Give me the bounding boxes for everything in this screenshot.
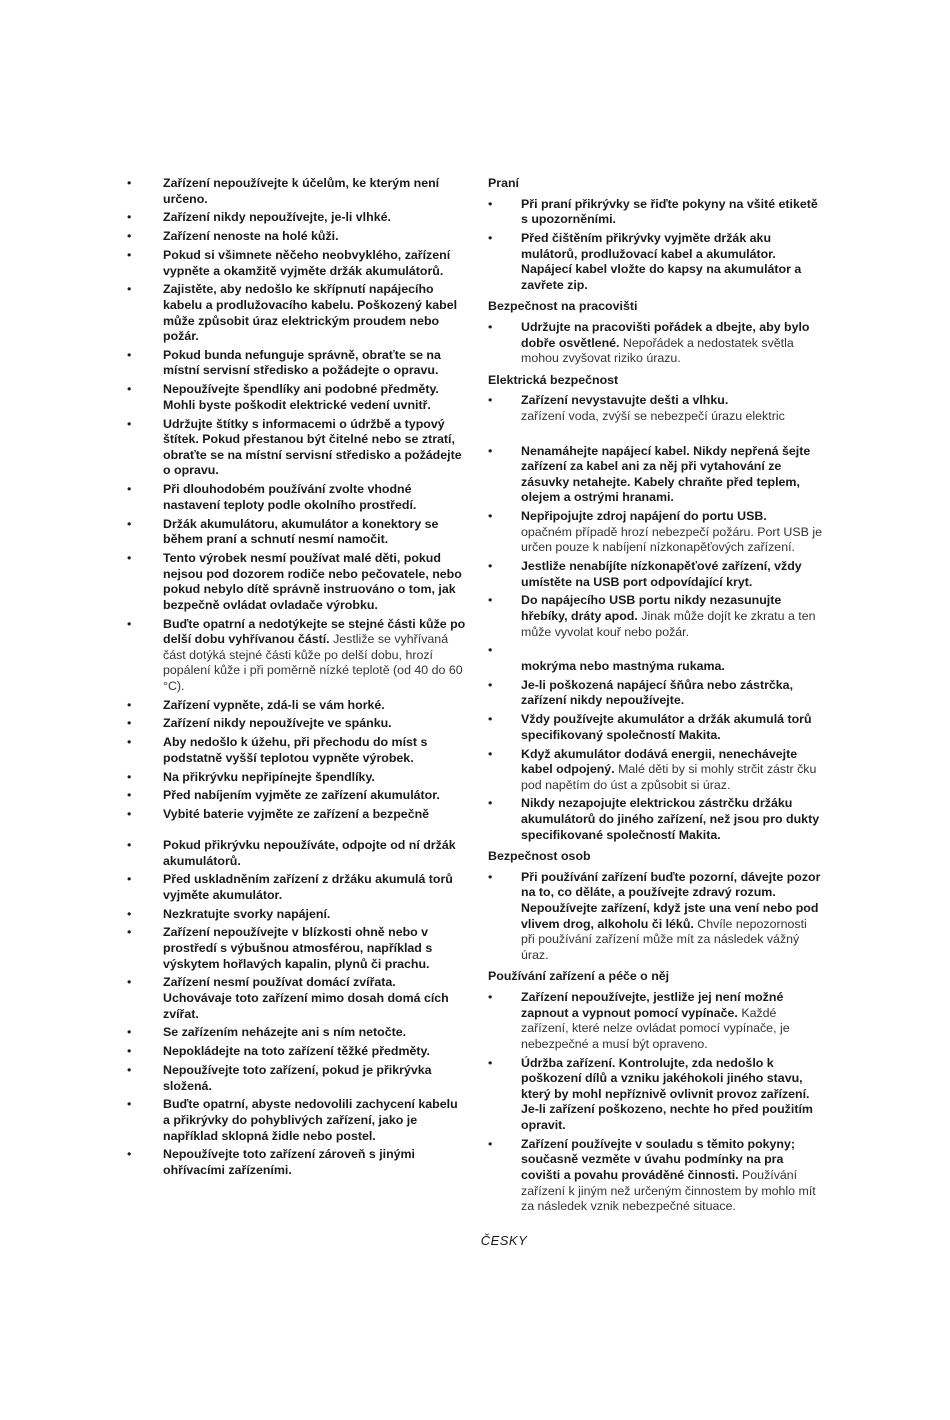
list-item <box>488 1056 823 1134</box>
section-list <box>488 870 823 964</box>
item-bold-text: Nenamáhejte napájecí kabel. Nikdy nepřená šejte zařízení za kabel ani za něj při vytahování ze zásuvky netahejte. Kabely chraňte před teplem, olejem a ostrými hranami. <box>521 443 811 505</box>
item-bold-text: Zařízení nikdy nepoužívejte, je-li vlhké. <box>163 210 391 225</box>
list-item <box>127 1044 467 1060</box>
list-item <box>127 770 467 786</box>
section-title: Používání zařízení a péče o něj <box>488 969 670 984</box>
item-text: Malé děti by si mohly strčit zástr čku pod napětím do úst a způsobit si úraz. <box>521 762 817 792</box>
item-bold-text: Před nabíjením vyjměte ze zařízení akumulátor. <box>163 788 440 803</box>
item-text: Používání zařízení k jiným než určeným činnostem by mohlo mít za následek vznik nebezpečné situace. <box>521 1167 816 1214</box>
list-item <box>127 248 467 279</box>
item-bold-text: Se zařízením neházejte ani s ním netočte. <box>163 1025 407 1040</box>
section-title: Bezpečnost osob <box>488 849 591 864</box>
section-title: Praní <box>488 176 519 190</box>
item-bold-text: Pokud bunda nefunguje správně, obraťte se na místní servisní středisko a požádejte o opravu. <box>163 347 441 378</box>
list-item <box>127 1025 467 1041</box>
item-bold-text: Při používání zařízení buďte pozorní, dávejte pozor na to, co děláte, a používejte zdravý rozum. Nepoužívejte zařízení, když jste una vení nebo pod vlivem drog, alkoholu či léků. <box>521 869 821 931</box>
section-list <box>488 393 823 843</box>
item-bold-text: Nepokládejte na toto zařízení těžké předměty. <box>163 1044 430 1059</box>
list-item <box>127 517 467 548</box>
item-bold-text: Údržba zařízení. Kontrolujte, zda nedošlo k poškození dílů a vzniku jakéhokoli jiného stavu, který by mohl nepříznivě ovlivnit provoz zařízení. Je-li zařízení poškozeno, nechte ho před použitím opravit. <box>521 1055 813 1132</box>
item-text: opačném případě hrozí nebezpečí požáru. Port USB je určen pouze k nabíjení nízkonapěťových zařízení. <box>521 524 822 555</box>
list-item <box>127 382 467 413</box>
list-item <box>127 907 467 923</box>
list-item <box>127 417 467 479</box>
item-bold-text: Nezkratujte svorky napájení. <box>163 906 331 921</box>
item-bold-text: Zajistěte, aby nedošlo ke skřípnutí napájecího kabelu a prodlužovacího kabelu. Poškozený kabel může způsobit úraz elektrickým proudem nebo požár. <box>163 282 458 344</box>
left-bullet-list-continued <box>127 838 467 1179</box>
section-personal-safety <box>488 849 823 963</box>
list-item <box>127 716 467 732</box>
item-bold-text: Při praní přikrývky se řiďte pokyny na všité etiketě s upozorněními. <box>521 196 818 227</box>
list-item <box>488 559 823 590</box>
list-item <box>488 643 823 674</box>
list-item <box>127 838 467 869</box>
item-bold-text: Nikdy nezapojujte elektrickou zástrčku držáku akumulátorů do jiného zařízení, než jsou pro dukty specifikované společností Makita. <box>521 796 820 842</box>
item-bold-text: Vždy používejte akumulátor a držák akumulá torů specifikovaný společností Makita. <box>521 712 812 742</box>
item-bold-text: Udržujte štítky s informacemi o údržbě a typový štítek. Pokud přestanou být čitelné nebo se ztratí, obraťte se na místní servisní středisko a požádejte o opravu. <box>163 416 462 478</box>
item-bold-text: Udržujte na pracovišti pořádek a dbejte, aby bylo dobře osvětlené. <box>521 319 810 350</box>
list-item <box>127 1063 467 1094</box>
page-footer-language: ČESKY <box>480 1233 528 1248</box>
list-item <box>127 735 467 766</box>
section-electrical-safety <box>488 373 823 844</box>
list-item <box>488 1137 823 1215</box>
list-item <box>127 282 467 344</box>
list-item <box>488 444 823 506</box>
list-item <box>127 348 467 379</box>
item-bold-text: Zařízení nevystavujte dešti a vlhku. <box>521 393 729 408</box>
item-bold-text: Je-li poškozená napájecí šňůra nebo zástrčka, zařízení nikdy nepoužívejte. <box>521 677 794 708</box>
item-bold-text: Jestliže nenabíjíte nízkonapěťové zařízení, vždy umístěte na USB port odpovídající kryt. <box>521 559 802 589</box>
item-text: Každé zařízení, které nelze ovládat pomocí vypínače, je nebezpečné a musí být opraveno. <box>521 1005 790 1051</box>
item-bold-text: Nepřipojujte zdroj napájení do portu USB. <box>521 509 767 524</box>
item-bold-text: Buďte opatrní a nedotýkejte se stejné části kůže po delší dobu vyhřívanou částí. <box>163 616 466 647</box>
item-bold-text: Aby nedošlo k úžehu, při přechodu do míst s podstatně vyšší teplotou vypněte výrobek. <box>163 735 428 765</box>
left-bullet-list <box>127 176 467 823</box>
list-item <box>488 320 823 367</box>
list-item <box>127 807 467 823</box>
item-bold-text: Pokud přikrývku nepoužíváte, odpojte od ní držák akumulátorů. <box>163 837 456 868</box>
item-bold-text: Zařízení vypněte, zdá-li se vám horké. <box>163 697 385 712</box>
section-title: Bezpečnost na pracovišti <box>488 299 638 314</box>
list-item <box>488 747 823 794</box>
item-bold-text: Na přikrývku nepřipínejte špendlíky. <box>163 769 375 784</box>
item-text: Jinak může dojít ke zkratu a ten může vyvolat kouř nebo požár. <box>521 609 816 639</box>
item-bold-text: Zařízení nenoste na holé kůži. <box>163 229 339 244</box>
list-item <box>127 1147 467 1178</box>
item-bold-text: Tento výrobek nesmí používat malé děti, pokud nejsou pod dozorem rodiče nebo pečovatele, nebo pokud nebylo dítě správně instruováno o tom, jak bezpečně ovládat ovladače výrobku. <box>163 550 462 612</box>
section-list <box>488 197 823 294</box>
list-item <box>488 712 823 743</box>
item-bold-text: Držák akumulátoru, akumulátor a konektory se během praní a schnutí nesmí namočit. <box>163 516 439 547</box>
list-item <box>488 197 823 228</box>
list-item <box>127 210 467 226</box>
item-bold-text: Buďte opatrní, abyste nedovolili zachycení kabelu a přikrývky do pohyblivých zařízení, jako je například sklopná židle nebo postel. <box>163 1097 458 1143</box>
item-bold-text: Nepoužívejte špendlíky ani podobné předměty. Mohli byste poškodit elektrické vedení uvnitř. <box>163 382 439 412</box>
item-bold-text: Když akumulátor dodává energii, nenechávejte kabel odpojený. <box>521 746 798 777</box>
list-item <box>488 593 823 640</box>
list-item <box>127 482 467 513</box>
item-bold-text: Před uskladněním zařízení z držáku akumulá torů vyjměte akumulátor. <box>163 872 453 902</box>
list-item <box>127 925 467 972</box>
list-item <box>488 678 823 709</box>
list-item <box>127 1097 467 1144</box>
item-bold-text: Do napájecího USB portu nikdy nezasunujte hřebíky, dráty apod. <box>521 593 782 623</box>
item-text: Chvíle nepozornosti při používání zařízení může mít za následek vážný úraz. <box>521 916 807 962</box>
section-list <box>488 990 823 1215</box>
list-item <box>127 698 467 714</box>
item-bold-text: Zařízení nepoužívejte, jestliže jej není možné zapnout a vypnout pomocí vypínače. <box>521 990 784 1020</box>
item-bold-text: Vybité baterie vyjměte ze zařízení a bezpečně <box>163 807 430 822</box>
left-column <box>127 176 467 1182</box>
item-bold-text: Zařízení nesmí používat domácí zvířata. Uchovávaje toto zařízení mimo dosah domá cích zvířat. <box>163 975 449 1021</box>
list-item <box>127 176 467 207</box>
item-bold-text: mokrýma nebo mastnýma rukama. <box>521 658 725 673</box>
list-item <box>488 231 823 293</box>
list-item <box>488 393 823 424</box>
list-item <box>488 796 823 843</box>
list-item <box>488 509 823 556</box>
list-item <box>127 872 467 903</box>
right-column <box>488 176 823 1221</box>
list-item <box>127 551 467 613</box>
item-bold-text: Zařízení nepoužívejte k účelům, ke kterým není určeno. <box>163 176 440 206</box>
spacer <box>127 826 467 838</box>
list-item <box>127 788 467 804</box>
item-bold-text: Při dlouhodobém používání zvolte vhodné nastavení teploty podle okolního prostředí. <box>163 482 417 512</box>
section-list <box>488 320 823 367</box>
item-text: zařízení voda, zvýší se nebezpečí úrazu elektric <box>521 408 785 423</box>
section-workplace-safety <box>488 299 823 366</box>
list-item <box>127 975 467 1022</box>
list-item <box>488 870 823 964</box>
section-washing <box>488 176 823 293</box>
item-bold-text: Před čištěním přikrývky vyjměte držák aku mulátorů, prodlužovací kabel a akumulátor. Napájecí kabel vložte do kapsy na akumulátor a zavřete zip. <box>521 230 802 292</box>
section-device-use-care <box>488 969 823 1214</box>
item-text: Jestliže se vyhřívaná část dotýká stejné části kůže po delší dobu, hrozí popálení kůže i při poměrně nízké teplotě (od 40 do 60 °C). <box>163 632 463 693</box>
item-bold-text: Nepoužívejte toto zařízení, pokud je přikrývka složená. <box>163 1062 432 1093</box>
item-text: Nepořádek a nedostatek světla mohou zvyšovat riziko úrazu. <box>521 335 794 366</box>
item-bold-text: Zařízení nikdy nepoužívejte ve spánku. <box>163 716 392 731</box>
section-title: Elektrická bezpečnost <box>488 372 619 387</box>
item-bold-text: Zařízení nepoužívejte v blízkosti ohně nebo v prostředí s výbušnou atmosférou, například s výskytem hořlavých kapalin, plynů či prachu. <box>163 925 433 971</box>
item-bold-text: Zařízení používejte v souladu s těmito pokyny; současně vezměte v úvahu podmínky na pra covišti a povahu prováděné činnosti. <box>521 1136 796 1182</box>
list-item <box>488 990 823 1052</box>
item-bold-text: Pokud si všimnete něčeho neobvyklého, zařízení vypněte a okamžitě vyjměte držák akumulátorů. <box>163 247 451 278</box>
item-bold-text: Nepoužívejte toto zařízení zároveň s jinými ohřívacími zařízeními. <box>163 1147 415 1177</box>
list-item <box>127 229 467 245</box>
list-item <box>127 617 467 695</box>
